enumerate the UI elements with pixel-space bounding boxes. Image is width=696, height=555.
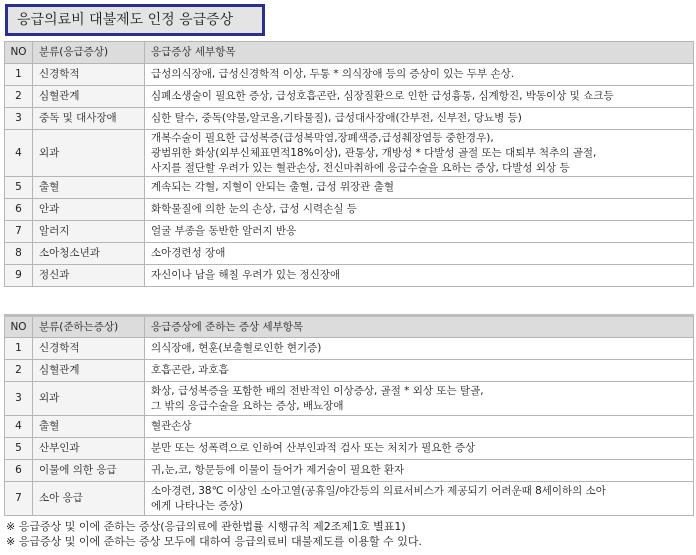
header-category: 분류(응급증상) bbox=[33, 42, 145, 64]
row-category: 이물에 의한 응급 bbox=[33, 460, 145, 482]
row-category: 심혈관계 bbox=[33, 86, 145, 108]
table-row bbox=[5, 243, 694, 265]
table-row bbox=[5, 108, 694, 130]
row-number: 7 bbox=[5, 482, 33, 516]
row-number: 9 bbox=[5, 265, 33, 287]
detail-line: 급성의식장애, 급성신경학적 이상, 두통 * 의식장애 등의 증상이 있는 두부 손상. bbox=[151, 68, 515, 80]
row-detail bbox=[145, 460, 694, 482]
row-number: 1 bbox=[5, 338, 33, 360]
detail-line: 광범위한 화상(외부신체표면적18%이상), 관통상, 개방성 * 다발성 골절 또는 대퇴부 척추의 골절, bbox=[151, 146, 597, 159]
row-category: 신경학적 bbox=[33, 338, 145, 360]
detail-line: 귀,눈,코, 항문등에 이물이 들어가 제거술이 필요한 환자 bbox=[151, 464, 405, 476]
table-row bbox=[5, 265, 694, 287]
table-row bbox=[5, 338, 694, 360]
row-detail bbox=[145, 86, 694, 108]
table-row bbox=[5, 199, 694, 221]
row-category: 외과 bbox=[33, 382, 145, 416]
row-detail bbox=[145, 177, 694, 199]
detail-line: 의식장애, 현훈(보출혈로인한 현기증) bbox=[151, 342, 322, 354]
row-category: 출혈 bbox=[33, 177, 145, 199]
row-number: 7 bbox=[5, 221, 33, 243]
table-header-row bbox=[5, 316, 694, 338]
table-row bbox=[5, 64, 694, 86]
row-detail bbox=[145, 265, 694, 287]
detail-line: 사지를 절단할 우려가 있는 혈관손상, 전신마취하에 응급수술을 요하는 증상, 다발성 외상 등 bbox=[151, 161, 570, 174]
emergency-symptoms-table bbox=[4, 41, 694, 287]
row-category: 정신과 bbox=[33, 265, 145, 287]
row-category: 심혈관계 bbox=[33, 360, 145, 382]
header-category: 분류(준하는증상) bbox=[33, 316, 145, 338]
row-number: 4 bbox=[5, 130, 33, 177]
header-no: NO bbox=[5, 316, 33, 338]
row-number: 2 bbox=[5, 86, 33, 108]
table-row bbox=[5, 460, 694, 482]
row-category: 산부인과 bbox=[33, 438, 145, 460]
header-detail: 응급증상에 준하는 증상 세부항목 bbox=[145, 316, 694, 338]
row-number: 6 bbox=[5, 199, 33, 221]
detail-line: 호흡곤란, 과호흡 bbox=[151, 364, 229, 376]
quasi-emergency-symptoms-table bbox=[4, 314, 694, 516]
table-row bbox=[5, 86, 694, 108]
table-row bbox=[5, 360, 694, 382]
row-category: 신경학적 bbox=[33, 64, 145, 86]
page-title: 응급의료비 대불제도 인정 응급증상 bbox=[5, 4, 265, 36]
row-number: 6 bbox=[5, 460, 33, 482]
detail-line: 혈관손상 bbox=[151, 420, 192, 432]
header-detail: 응급증상 세부항목 bbox=[145, 42, 694, 64]
footnote: ※ 응급증상 및 이에 준하는 증상(응급의료에 관한법률 시행규칙 제2조제1호 별표1) bbox=[6, 520, 406, 533]
row-number: 8 bbox=[5, 243, 33, 265]
row-detail bbox=[145, 130, 694, 177]
table-row bbox=[5, 438, 694, 460]
row-number: 2 bbox=[5, 360, 33, 382]
row-detail bbox=[145, 438, 694, 460]
table-row bbox=[5, 130, 694, 177]
row-number: 1 bbox=[5, 64, 33, 86]
row-number: 5 bbox=[5, 438, 33, 460]
row-detail bbox=[145, 221, 694, 243]
row-category: 중독 및 대사장애 bbox=[33, 108, 145, 130]
row-number: 3 bbox=[5, 382, 33, 416]
detail-line: 소아경련, 38℃ 이상인 소아고열(공휴일/야간등의 의료서비스가 제공되기 어려운때 8세이하의 소아 bbox=[151, 484, 606, 497]
row-category: 소아 응급 bbox=[33, 482, 145, 516]
row-number: 3 bbox=[5, 108, 33, 130]
detail-line: 심한 탈수, 중독(약물,알코올,기타물질), 급성대사장애(간부전, 신부전, 당뇨병 등) bbox=[151, 112, 522, 124]
detail-line: 얼굴 부종을 동반한 알러지 반응 bbox=[151, 225, 297, 237]
detail-line: 에게 나타나는 증상) bbox=[151, 499, 243, 512]
detail-line: 화학물질에 의한 눈의 손상, 급성 시력손실 등 bbox=[151, 203, 357, 215]
detail-line: 분만 또는 성폭력으로 인하여 산부인과적 검사 또는 처치가 필요한 증상 bbox=[151, 442, 476, 454]
table-row bbox=[5, 482, 694, 516]
row-detail bbox=[145, 338, 694, 360]
row-category: 출혈 bbox=[33, 416, 145, 438]
table-row bbox=[5, 382, 694, 416]
row-category: 외과 bbox=[33, 130, 145, 177]
detail-line: 소아경련성 장애 bbox=[151, 247, 226, 259]
row-detail bbox=[145, 64, 694, 86]
detail-line: 개복수술이 필요한 급성복증(급성복막염,장폐색증,급성췌장염등 중한경우), bbox=[151, 131, 494, 144]
row-detail bbox=[145, 360, 694, 382]
row-number: 5 bbox=[5, 177, 33, 199]
detail-line: 심폐소생술이 필요한 증상, 급성호흡곤란, 심장질환으로 인한 급성흉통, 심계항진, 박동이상 및 쇼크등 bbox=[151, 90, 614, 102]
footnotes bbox=[6, 519, 422, 549]
detail-line: 그 밖의 응급수술을 요하는 증상, 배뇨장애 bbox=[151, 399, 344, 412]
row-detail bbox=[145, 108, 694, 130]
table-row bbox=[5, 221, 694, 243]
footnote: ※ 응급증상 및 이에 준하는 증상 모두에 대하여 응급의료비 대불제도를 이용할 수 있다. bbox=[6, 535, 422, 548]
row-category: 안과 bbox=[33, 199, 145, 221]
table-header-row bbox=[5, 42, 694, 64]
detail-line: 화상, 급성복증을 포함한 배의 전반적인 이상증상, 골절 * 외상 또는 탈골, bbox=[151, 384, 484, 397]
row-detail bbox=[145, 199, 694, 221]
row-category: 소아청소년과 bbox=[33, 243, 145, 265]
row-detail bbox=[145, 382, 694, 416]
row-category: 알러지 bbox=[33, 221, 145, 243]
detail-line: 자신이나 남을 해칠 우려가 있는 정신장애 bbox=[151, 269, 341, 281]
table-row bbox=[5, 177, 694, 199]
row-detail bbox=[145, 243, 694, 265]
detail-line: 계속되는 각혈, 지혈이 안되는 출혈, 급성 위장관 출혈 bbox=[151, 181, 395, 193]
table-row bbox=[5, 416, 694, 438]
row-number: 4 bbox=[5, 416, 33, 438]
header-no: NO bbox=[5, 42, 33, 64]
row-detail bbox=[145, 482, 694, 516]
row-detail bbox=[145, 416, 694, 438]
